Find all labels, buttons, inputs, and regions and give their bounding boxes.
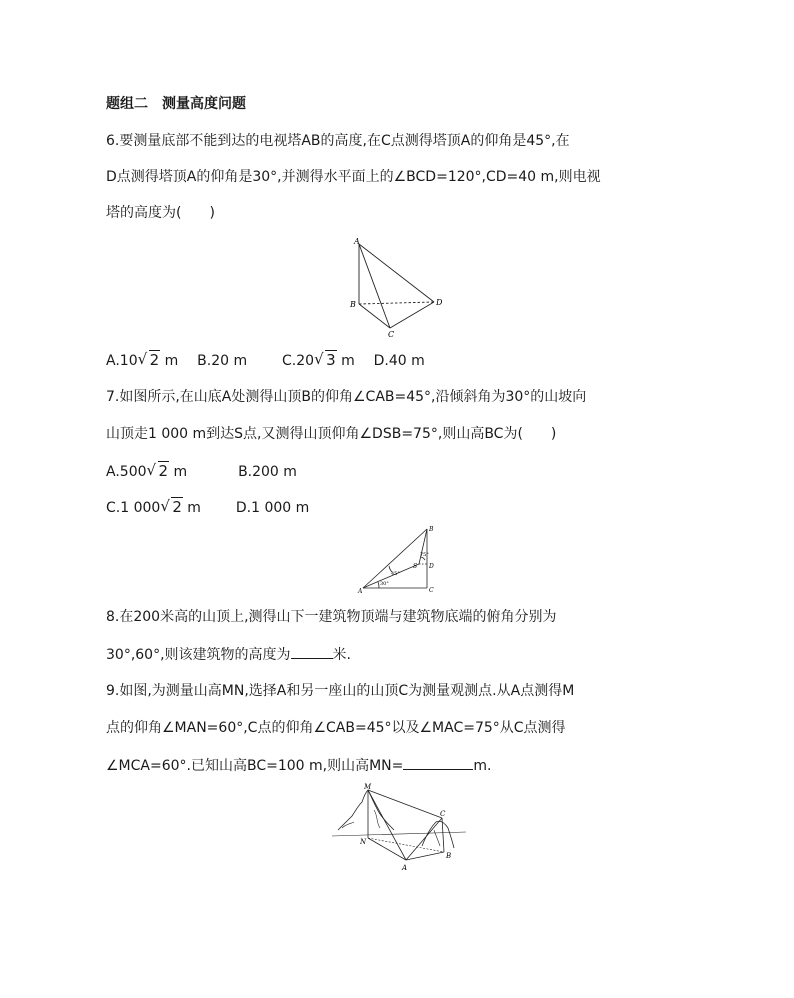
- q7-label-c: C: [429, 587, 434, 594]
- q9-answer-blank[interactable]: [403, 755, 473, 770]
- q7-line-1: 7.如图所示,在山底A处测得山顶B的仰角∠CAB=45°,沿倾斜角为30°的山坡向: [106, 389, 587, 405]
- q9-label-c: C: [440, 810, 446, 818]
- section-title: 题组二 测量高度问题: [106, 96, 246, 112]
- q6-edge-cd: [390, 302, 434, 328]
- q6-option-b: B.20 m: [197, 353, 248, 369]
- q8-line-2: 30°,60°,则该建筑物的高度为 米.: [106, 644, 351, 665]
- q9-line-3: ∠MCA=60°.已知山高BC=100 m,则山高MN= m.: [106, 755, 491, 776]
- q7-label-45: 45°: [391, 571, 400, 577]
- q9-figure: [330, 780, 470, 874]
- q8-line-1: 8.在200米高的山顶上,测得山下一建筑物顶端与建筑物底端的俯角分别为: [106, 609, 557, 625]
- q6-edge-ad: [359, 244, 434, 302]
- q8-answer-blank[interactable]: [291, 644, 333, 659]
- q6-label-b: B: [350, 300, 356, 309]
- q6-option-c: C.20 √ 3 m: [282, 350, 355, 369]
- q7-label-30: 30°: [380, 581, 389, 587]
- q6-label-d: D: [436, 298, 443, 307]
- q7-option-c: C.1 000 √ 2 m: [106, 497, 201, 516]
- q7-figure: [357, 524, 441, 596]
- q6-edge-bd: [359, 302, 434, 304]
- q7-label-d: D: [429, 563, 434, 570]
- q9-left-mountain: [338, 790, 394, 830]
- q6-line-2: D点测得塔顶A的仰角是30°,并测得水平面上的∠BCD=120°,CD=40 m,则电视: [106, 169, 601, 185]
- q6-edge-ac: [359, 244, 390, 328]
- q7-option-b: B.200 m: [238, 464, 297, 480]
- q6-options: [106, 350, 425, 371]
- q7-arc-30: [378, 582, 379, 588]
- q7-edge-ab: [363, 529, 427, 588]
- q6-option-a: A.10 √ 2 m: [106, 350, 179, 369]
- q9-edge-ma: [368, 790, 406, 860]
- q6-figure: [346, 236, 446, 338]
- q9-line-1: 9.如图,为测量山高MN,选择A和另一座山的山顶C为测量观测点.从A点测得M: [106, 683, 575, 699]
- q9-line-2: 点的仰角∠MAN=60°,C点的仰角∠CAB=45°以及∠MAC=75°从C点测得: [106, 720, 566, 736]
- q9-ground-line: [332, 832, 466, 836]
- q9-label-m: M: [364, 783, 372, 791]
- q7-label-s: S: [413, 563, 418, 570]
- q9-label-n: N: [360, 838, 367, 846]
- q6-option-d: D.40 m: [373, 353, 425, 369]
- q7-label-b: B: [429, 526, 434, 533]
- q7-option-a: A.500 √ 2 m: [106, 461, 188, 480]
- q6-label-a: A: [354, 237, 360, 246]
- q7-options-row-2: [106, 497, 309, 518]
- q9-right-mountain: [422, 821, 454, 848]
- q7-label-75: 75°: [420, 552, 429, 558]
- q7-edge-sb: [419, 529, 427, 564]
- q6-line-1: 6.要测量底部不能到达的电视塔AB的高度,在C点测得塔顶A的仰角是45°,在: [106, 133, 570, 149]
- q6-line-3: 塔的高度为( ): [106, 205, 215, 221]
- q7-label-a: A: [358, 588, 363, 595]
- q9-label-b: B: [446, 852, 452, 860]
- q6-label-c: C: [388, 330, 395, 338]
- q7-options-row-1: [106, 461, 297, 482]
- q9-label-a: A: [402, 864, 408, 872]
- q9-edge-mc: [368, 790, 442, 818]
- q7-option-d: D.1 000 m: [235, 500, 310, 516]
- q7-line-2: 山顶走1 000 m到达S点,又测得山顶仰角∠DSB=75°,则山高BC为( ): [106, 426, 557, 442]
